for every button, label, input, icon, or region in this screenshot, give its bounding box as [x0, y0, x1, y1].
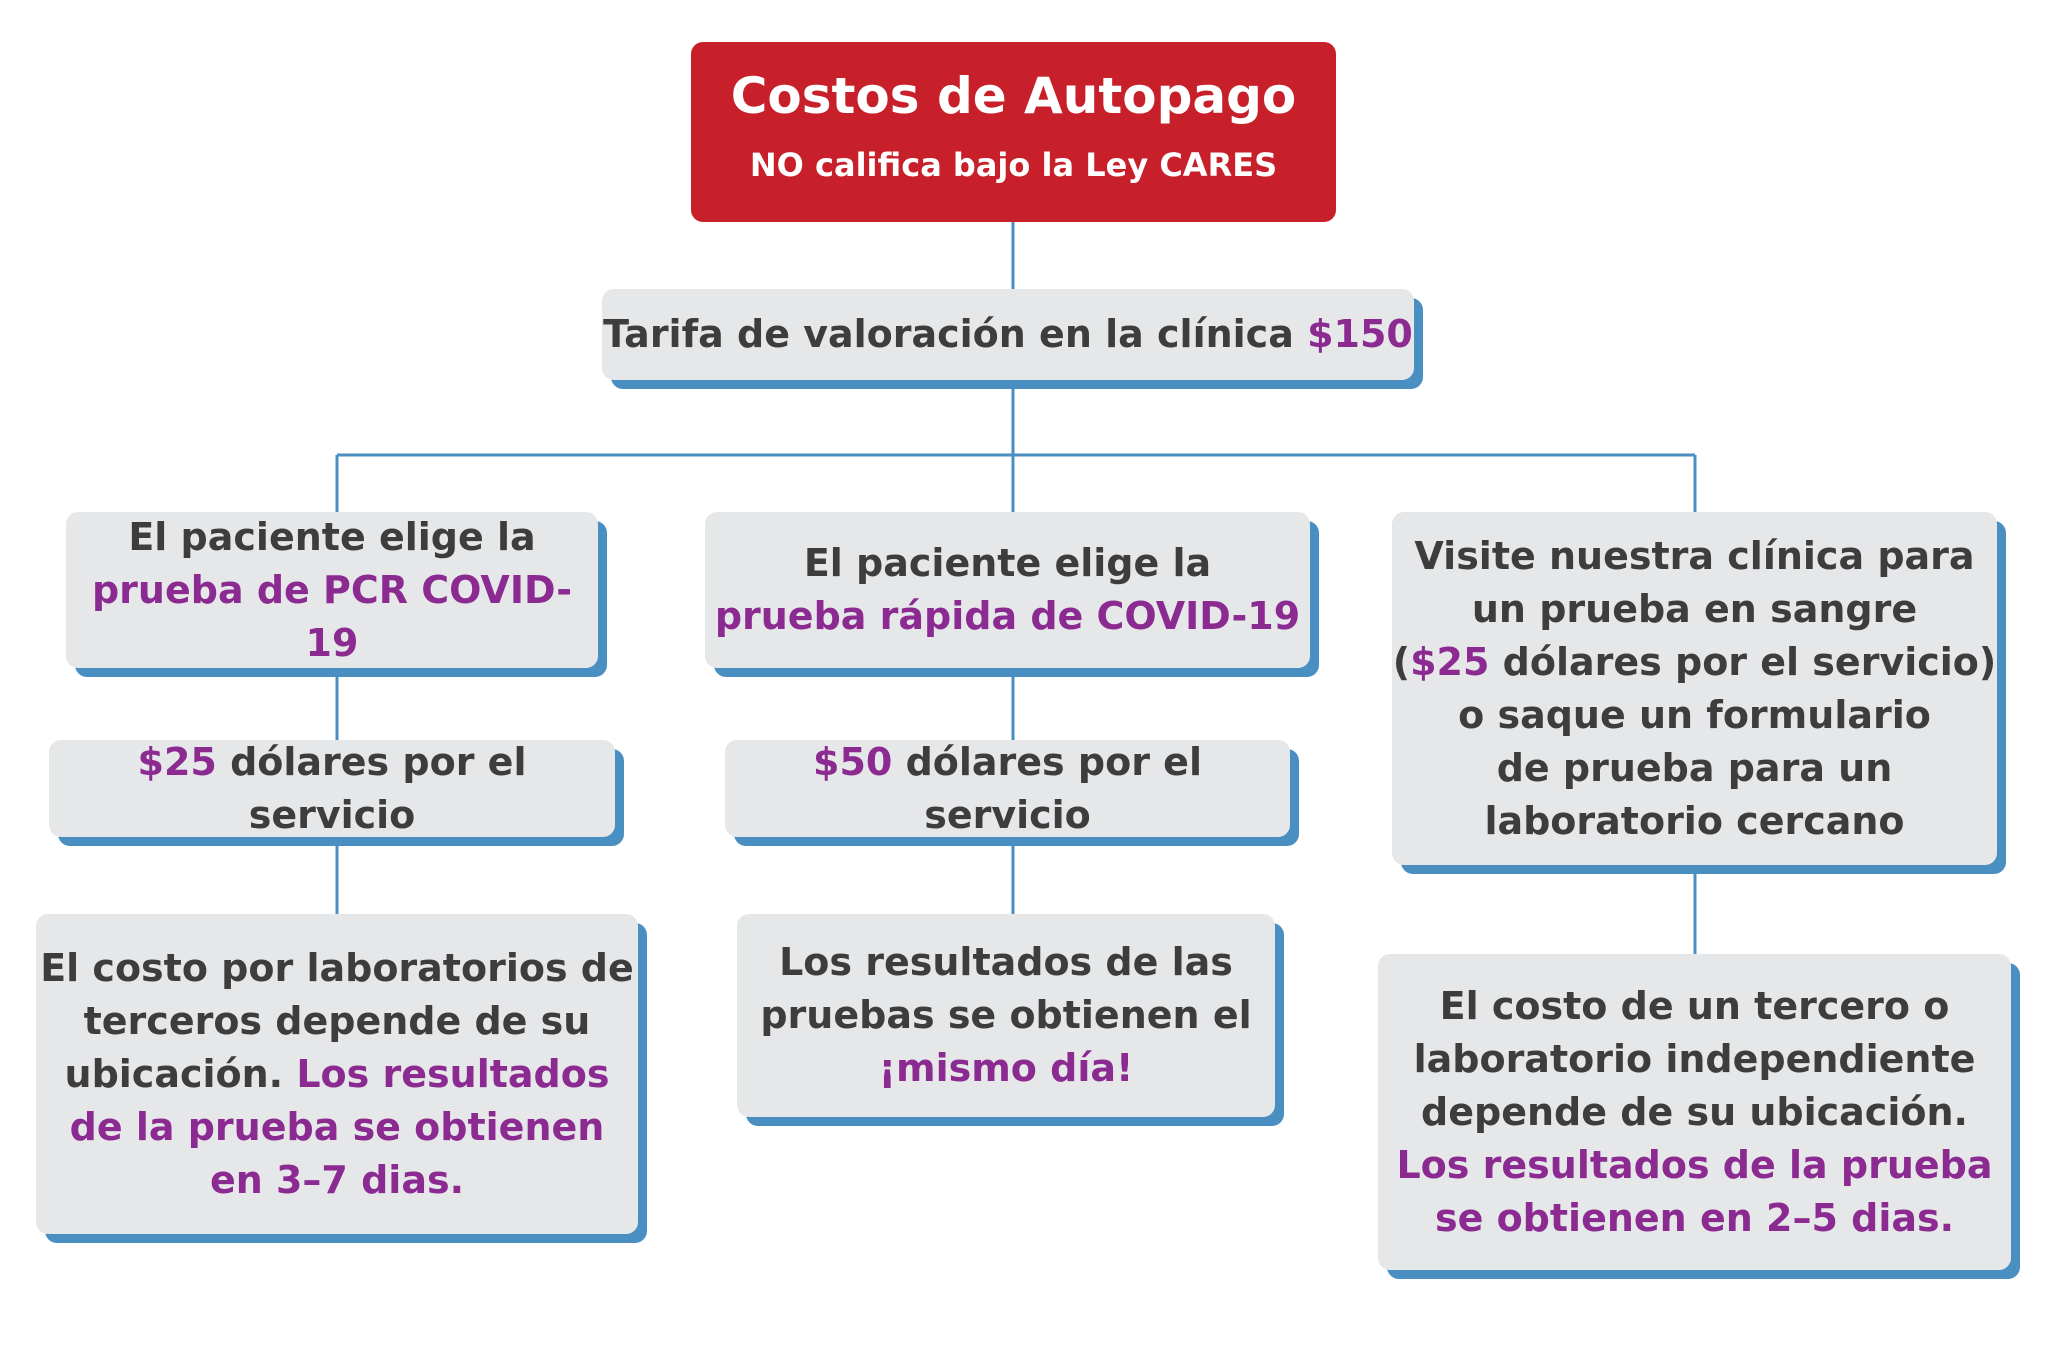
rapid-result-box	[737, 914, 1275, 1117]
rapid-price-value: $50	[813, 739, 893, 784]
pcr-cost-line-1: El costo por laboratorios de	[40, 945, 634, 990]
rapid-result-line-1: Los resultados de las	[779, 940, 1233, 984]
pcr-price-box	[49, 740, 615, 837]
assessment-fee-label: Tarifa de valoración en la clínica	[603, 312, 1308, 356]
assessment-fee-box	[602, 289, 1414, 380]
blood-cost-line-5: se obtienen en 2–5 dias.	[1434, 1195, 1955, 1240]
rapid-result-line-2: pruebas se obtienen el	[760, 993, 1252, 1037]
header-subtitle: NO califica bajo la Ley CARES	[749, 146, 1278, 184]
pcr-cost-line-2: terceros depende de su	[83, 998, 591, 1043]
blood-cost-line-3: depende de su ubicación.	[1421, 1089, 1968, 1134]
pcr-choice-line-1: El paciente elige la	[128, 514, 536, 559]
rapid-choice-line-1: El paciente elige la	[803, 541, 1212, 585]
assessment-fee-price: $150	[1307, 312, 1413, 356]
header-box	[691, 42, 1336, 222]
blood-cost-box	[1378, 954, 2011, 1270]
blood-line-6: laboratorio cercano	[1484, 798, 1905, 843]
blood-line-3-pre: (	[1392, 639, 1411, 684]
blood-test-box	[1392, 512, 1997, 865]
rapid-price-box	[725, 740, 1290, 837]
pcr-cost-box	[36, 914, 638, 1234]
pcr-cost-line-3-highlight: Los resultados	[296, 1051, 610, 1096]
pcr-price-suffix: dólares por el servicio	[216, 739, 527, 837]
blood-cost-line-2: laboratorio independiente	[1413, 1036, 1976, 1081]
rapid-result-line-3: ¡mismo día!	[878, 1046, 1134, 1090]
blood-line-3-price: $25	[1410, 639, 1490, 684]
blood-cost-line-4: Los resultados de la prueba	[1396, 1142, 1993, 1187]
blood-line-1: Visite nuestra clínica para	[1414, 533, 1975, 578]
pcr-choice-box	[66, 512, 598, 668]
blood-line-2: un prueba en sangre	[1471, 586, 1918, 631]
blood-line-5: de prueba para un	[1496, 745, 1893, 790]
blood-line-3-post: dólares por el servicio)	[1489, 639, 1997, 684]
pcr-cost-line-4: de la prueba se obtienen	[69, 1104, 605, 1149]
pcr-choice-line-2: prueba de PCR COVID-19	[91, 567, 572, 665]
pcr-cost-line-3: ubicación.	[64, 1051, 297, 1096]
rapid-choice-line-2: prueba rápida de COVID-19	[714, 594, 1301, 638]
rapid-price-suffix: dólares por el servicio	[892, 739, 1202, 837]
pcr-cost-line-5: en 3–7 dias.	[209, 1157, 465, 1202]
blood-cost-line-1: El costo de un tercero o	[1439, 983, 1950, 1028]
blood-line-4: o saque un formulario	[1458, 692, 1931, 737]
header-title: Costos de Autopago	[730, 67, 1297, 125]
pcr-price-value: $25	[137, 739, 217, 784]
rapid-choice-box	[705, 512, 1310, 668]
